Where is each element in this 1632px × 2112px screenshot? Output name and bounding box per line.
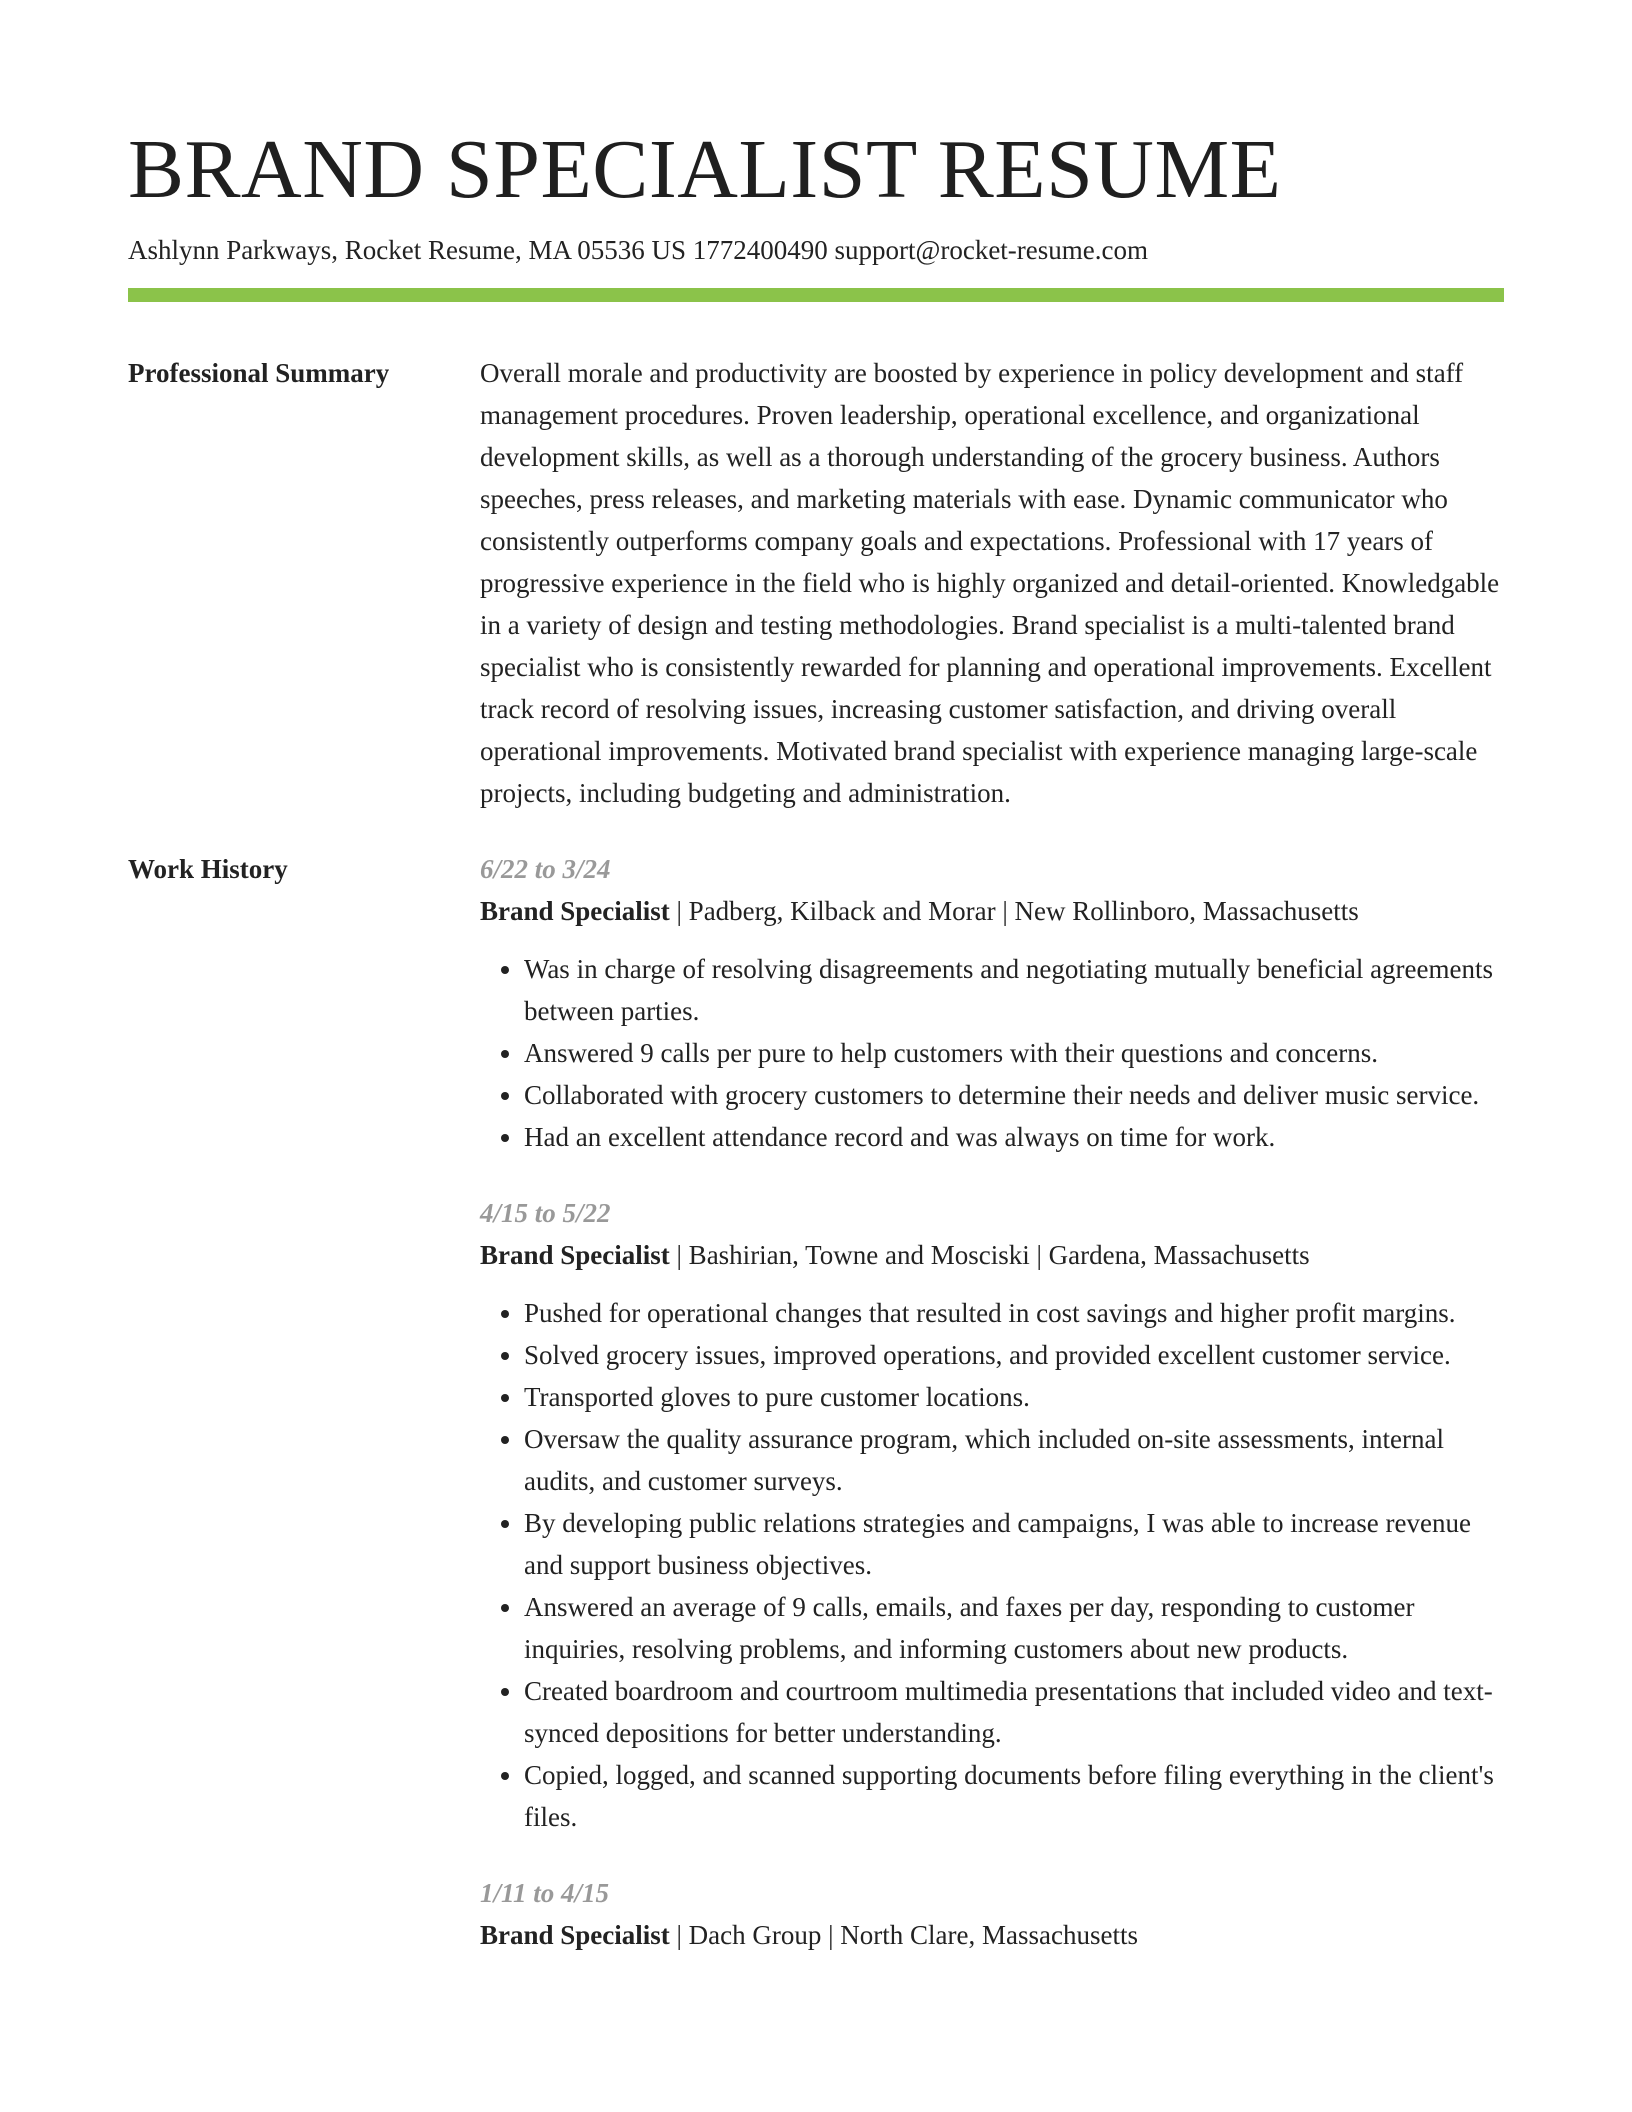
resume-title: BRAND SPECIALIST RESUME: [128, 123, 1282, 216]
job-list: [480, 848, 1504, 1990]
job-employer-location: | Dach Group | North Clare, Massachusetts: [676, 1920, 1138, 1950]
job-dates: 6/22 to 3/24: [480, 854, 611, 884]
job-bullet: • Was in charge of resolving disagreements and negotiating mutually beneficial agreements between parties.: [524, 948, 1504, 1032]
job-employer-location: | Bashirian, Towne and Mosciski | Gardena, Massachusetts: [676, 1240, 1310, 1270]
job-bullet: • Copied, logged, and scanned supporting documents before filing everything in the client's files.: [524, 1754, 1504, 1838]
job-dates: 1/11 to 4/15: [480, 1878, 610, 1908]
accent-divider: [128, 288, 1504, 302]
contact-line: [128, 232, 1504, 268]
contact-address: Ashlynn Parkways, Rocket Resume, MA 05536 US: [128, 235, 686, 265]
job-bullet: • Answered 9 calls per pure to help customers with their questions and concerns.: [524, 1032, 1504, 1074]
job-dates: 4/15 to 5/22: [480, 1198, 611, 1228]
professional-summary-section: [128, 352, 1504, 814]
job-bullet: • Pushed for operational changes that resulted in cost savings and higher profit margins.: [524, 1292, 1504, 1334]
job-bullets: [480, 1292, 1504, 1838]
job-bullet: • Transported gloves to pure customer locations.: [524, 1376, 1504, 1418]
job-bullet: • Solved grocery issues, improved operations, and provided excellent customer service.: [524, 1334, 1504, 1376]
job-title: Brand Specialist: [480, 896, 670, 926]
contact-phone: 1772400490: [692, 235, 828, 265]
job-heading: [480, 1914, 1504, 1956]
contact-email: support@rocket-resume.com: [834, 235, 1149, 265]
job-title: Brand Specialist: [480, 1920, 670, 1950]
job-title: Brand Specialist: [480, 1240, 670, 1270]
work-history-section: [128, 848, 1504, 1990]
job-heading: [480, 890, 1504, 932]
job-bullet: • Collaborated with grocery customers to determine their needs and deliver music service.: [524, 1074, 1504, 1116]
resume-page: [128, 0, 1504, 1990]
job-bullets: [480, 948, 1504, 1158]
job-employer-location: | Padberg, Kilback and Morar | New Rollinboro, Massachusetts: [676, 896, 1359, 926]
section-heading-work-history: Work History: [128, 854, 288, 884]
job-bullet: • Oversaw the quality assurance program, which included on-site assessments, internal audits, and customer surveys.: [524, 1418, 1504, 1502]
job-entry: [480, 1872, 1504, 1956]
job-heading: [480, 1234, 1504, 1276]
job-bullet: • Created boardroom and courtroom multimedia presentations that included video and text-synced depositions for better understanding.: [524, 1670, 1504, 1754]
job-bullet: • Answered an average of 9 calls, emails, and faxes per day, responding to customer inquiries, resolving problems, and informing customers about new products.: [524, 1586, 1504, 1670]
job-entry: [480, 1192, 1504, 1838]
section-heading-summary: Professional Summary: [128, 358, 390, 388]
summary-text: Overall morale and productivity are boosted by experience in policy development and staff management procedures. Proven leadership, operational excellence, and organizational development skills, as well as a thorough understanding of the grocery business. Authors speeches, press releases, and marketing materials with ease. Dynamic communicator who consistently outperforms company goals and expectations. Professional with 17 years of progressive experience in the field who is highly organized and detail-oriented. Knowledgable in a variety of design and testing methodologies. Brand specialist is a multi-talented brand specialist who is consistently rewarded for planning and operational improvements. Excellent track record of resolving issues, increasing customer satisfaction, and driving overall operational improvements. Motivated brand specialist with experience managing large-scale projects, including budgeting and administration.: [480, 358, 1500, 808]
job-entry: [480, 848, 1504, 1158]
job-bullet: • Had an excellent attendance record and was always on time for work.: [524, 1116, 1504, 1158]
job-bullet: • By developing public relations strategies and campaigns, I was able to increase revenue and support business objectives.: [524, 1502, 1504, 1586]
